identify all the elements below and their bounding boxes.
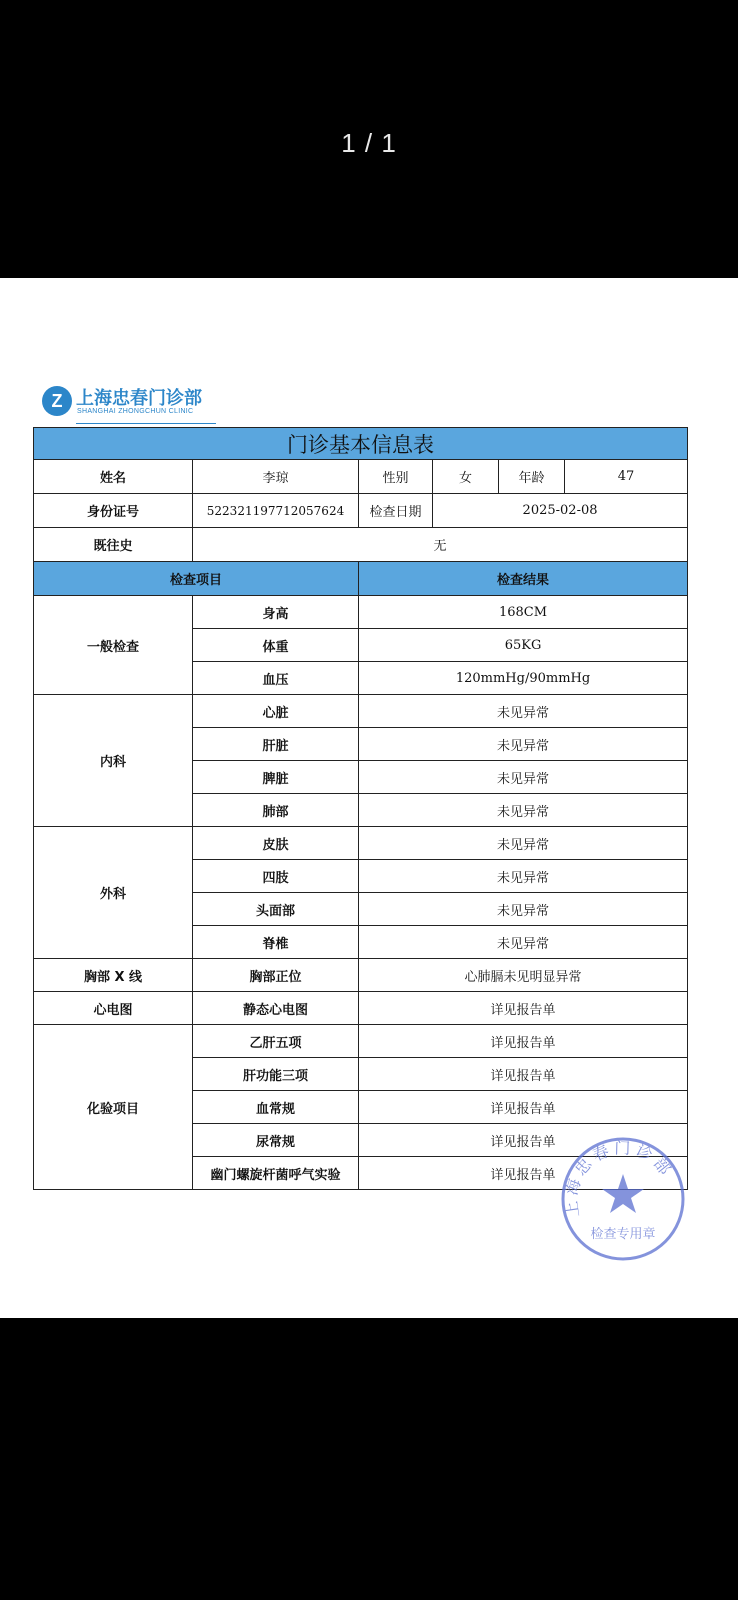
viewer-bottom-bar [0, 1318, 738, 1600]
page-counter: 1 / 1 [341, 128, 397, 158]
form-title: 门诊基本信息表 [34, 428, 688, 460]
exam-result: 未见异常 [359, 761, 688, 794]
exam-group-name: 心电图 [34, 992, 193, 1025]
exam-result: 详见报告单 [359, 1025, 688, 1058]
stamp-sub-text: 检查专用章 [590, 1227, 656, 1242]
exam-result: 未见异常 [359, 695, 688, 728]
exam-result: 未见异常 [359, 893, 688, 926]
exam-row [34, 959, 688, 992]
clinic-name-cn: 上海忠春门诊部 [76, 388, 202, 409]
exam-item: 脊椎 [193, 926, 359, 959]
stamp-star-icon [602, 1174, 644, 1213]
exam-result: 详见报告单 [359, 1058, 688, 1091]
stamp-arc-text: 上海忠春门诊部 [561, 1138, 678, 1219]
exam-row [34, 827, 688, 860]
name-value: 李琼 [193, 460, 359, 494]
exam-group-name: 化验项目 [34, 1025, 193, 1190]
clinic-seal-stamp [558, 1134, 688, 1264]
clinic-name-en: SHANGHAI ZHONGCHUN CLINIC [77, 408, 194, 415]
name-label: 姓名 [34, 460, 193, 494]
exam-group-name: 一般检查 [34, 596, 193, 695]
exam-item: 头面部 [193, 893, 359, 926]
column-item-header: 检查项目 [34, 562, 359, 596]
age-value: 47 [565, 460, 688, 494]
exam-item: 肺部 [193, 794, 359, 827]
exam-item: 心脏 [193, 695, 359, 728]
exam-result: 未见异常 [359, 827, 688, 860]
history-label: 既往史 [34, 528, 193, 562]
exam-result: 详见报告单 [359, 1124, 688, 1157]
exam-item: 尿常规 [193, 1124, 359, 1157]
exam-item: 肝功能三项 [193, 1058, 359, 1091]
exam-item: 血压 [193, 662, 359, 695]
exam-item: 乙肝五项 [193, 1025, 359, 1058]
age-label: 年龄 [499, 460, 565, 494]
exam-result: 未见异常 [359, 794, 688, 827]
exam-item: 肝脏 [193, 728, 359, 761]
exam-row [34, 1025, 688, 1058]
exam-row [34, 992, 688, 1025]
exam-item: 胸部正位 [193, 959, 359, 992]
exam-item: 体重 [193, 629, 359, 662]
exam-row [34, 695, 688, 728]
exam-result: 65KG [359, 629, 688, 662]
clinic-info-table [33, 427, 688, 1190]
exam-group-name: 胸部 X 线 [34, 959, 193, 992]
exam-group-name: 内科 [34, 695, 193, 827]
viewer-top-bar [0, 0, 738, 278]
date-label: 检查日期 [359, 494, 433, 528]
exam-item: 四肢 [193, 860, 359, 893]
exam-result: 未见异常 [359, 728, 688, 761]
logo-underline [76, 423, 216, 424]
exam-group-name: 外科 [34, 827, 193, 959]
column-result-header: 检查结果 [359, 562, 688, 596]
exam-result: 120mmHg/90mmHg [359, 662, 688, 695]
clinic-logo-mark: Z [42, 386, 72, 416]
gender-value: 女 [433, 460, 499, 494]
exam-result: 168CM [359, 596, 688, 629]
id-label: 身份证号 [34, 494, 193, 528]
exam-result: 未见异常 [359, 926, 688, 959]
exam-result: 详见报告单 [359, 992, 688, 1025]
exam-result: 详见报告单 [359, 1091, 688, 1124]
id-value: 522321197712057624 [193, 494, 359, 528]
exam-item: 脾脏 [193, 761, 359, 794]
exam-result: 详见报告单 [359, 1157, 688, 1190]
exam-item: 身高 [193, 596, 359, 629]
exam-item: 静态心电图 [193, 992, 359, 1025]
exam-item: 幽门螺旋杆菌呼气实验 [193, 1157, 359, 1190]
exam-result: 未见异常 [359, 860, 688, 893]
history-value: 无 [193, 528, 688, 562]
exam-item: 皮肤 [193, 827, 359, 860]
date-value: 2025-02-08 [433, 494, 688, 528]
exam-result: 心肺膈未见明显异常 [359, 959, 688, 992]
exam-item: 血常规 [193, 1091, 359, 1124]
exam-row [34, 596, 688, 629]
gender-label: 性别 [359, 460, 433, 494]
